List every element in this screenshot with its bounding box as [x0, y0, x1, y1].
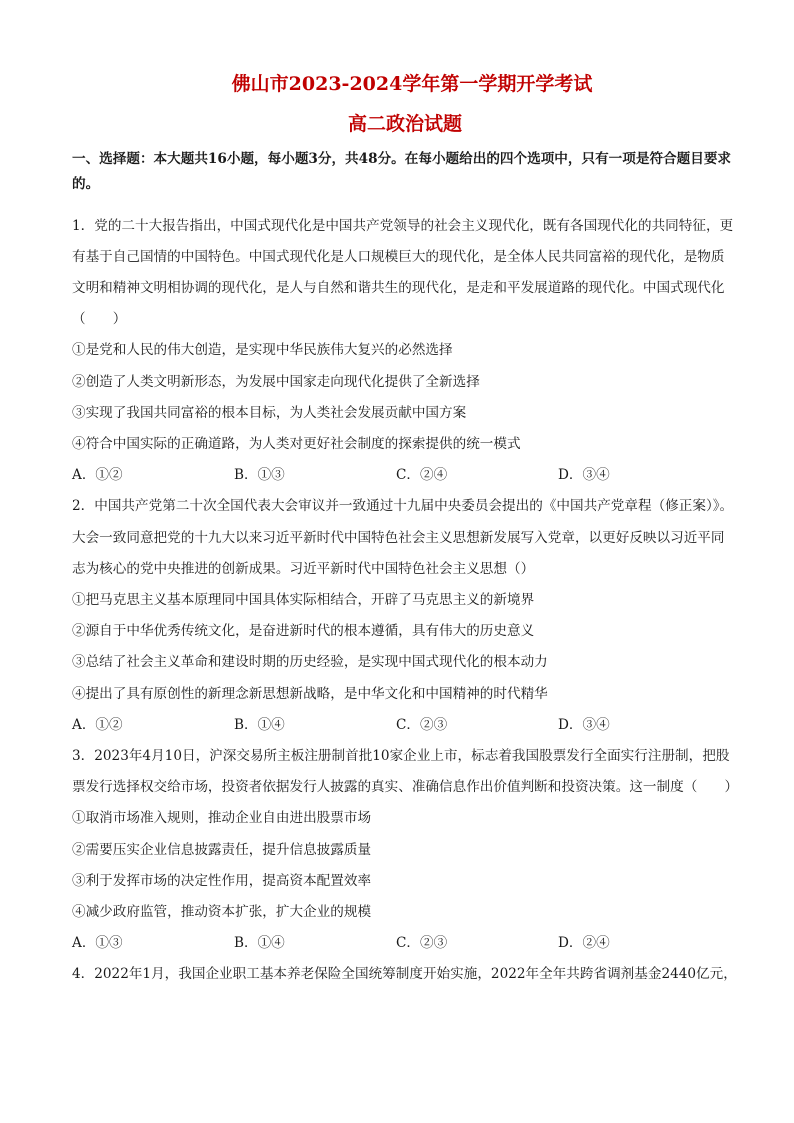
- statement-item: ①是党和人民的伟大创造，是实现中华民族伟大复兴的必然选择: [72, 342, 453, 359]
- statement-item: ④减少政府监管，推动资本扩张，扩大企业的规模: [72, 904, 372, 921]
- question-3: [72, 741, 738, 959]
- option-a[interactable]: A．①②: [72, 716, 123, 733]
- section-heading: 一、选择题：本大题共16小题，每小题3分，共48分。在每小题给出的四个选项中，只有一项是符合题目要求的。: [72, 151, 732, 192]
- question-1: [72, 211, 738, 492]
- option-b[interactable]: B．①③: [234, 467, 285, 484]
- question-4: [72, 959, 738, 990]
- answer-options: [72, 460, 738, 491]
- question-2: [72, 491, 738, 741]
- option-d[interactable]: D．③④: [558, 467, 610, 484]
- option-a[interactable]: A．①③: [72, 935, 123, 952]
- page-subtitle: 高二政治试题: [347, 113, 462, 135]
- statement-item: ④提出了具有原创性的新理念新思想新战略，是中华文化和中国精神的时代精华: [72, 685, 548, 702]
- statement-item: ②源自于中华优秀传统文化，是奋进新时代的根本遵循，具有伟大的历史意义: [72, 623, 535, 640]
- page-title: 佛山市2023-2024学年第一学期开学考试: [231, 73, 593, 95]
- option-c[interactable]: C．②③: [396, 716, 448, 733]
- statement-item: ①取消市场准入规则，推动企业自由进出股票市场: [72, 810, 372, 827]
- statement-item: ③利于发挥市场的决定性作用，提高资本配置效率: [72, 872, 372, 889]
- option-a[interactable]: A．①②: [72, 467, 123, 484]
- question-stem: 1．党的二十大报告指出，中国式现代化是中国共产党领导的社会主义现代化，既有各国现代化的共同特征，更有基于自己国情的中国特色。中国式现代化是人口规模巨大的现代化，是全体人民共同富裕的现代化，是物质文明和精神文明相协调的现代化，是人与自然和谐共生的现代化，是走和平发展道路的现代化。中国式现代化（ ）: [72, 217, 734, 328]
- question-stem: 3．2023年4月10日，沪深交易所主板注册制首批10家企业上市，标志着我国股票发行全面实行注册制，把股票发行选择权交给市场，投资者依据发行人披露的真实、准确信息作出价值判断和投资决策。这一制度（ ）: [72, 748, 739, 796]
- option-d[interactable]: D．②④: [558, 935, 610, 952]
- question-stem: 2．中国共产党第二十次全国代表大会审议并一致通过十九届中央委员会提出的《中国共产党章程（修正案）》。大会一致同意把党的十九大以来习近平新时代中国特色社会主义思想新发展写入党章，以更好反映以习近平同志为核心的党中央推进的创新成果。习近平新时代中国特色社会主义思想（）: [72, 498, 734, 577]
- option-b[interactable]: B．①④: [234, 935, 285, 952]
- option-d[interactable]: D．③④: [558, 716, 610, 733]
- question-stem: 4．2022年1月，我国企业职工基本养老保险全国统筹制度开始实施，2022年全年共跨省调剂基金2440亿元，: [72, 966, 737, 983]
- statement-item: ②需要压实企业信息披露责任，提升信息披露质量: [72, 841, 372, 858]
- statement-item: ③总结了社会主义革命和建设时期的历史经验，是实现中国式现代化的根本动力: [72, 654, 548, 671]
- statement-item: ②创造了人类文明新形态，为发展中国家走向现代化提供了全新选择: [72, 373, 480, 390]
- statement-item: ④符合中国实际的正确道路，为人类对更好社会制度的探索提供的统一模式: [72, 436, 521, 453]
- statement-item: ③实现了我国共同富裕的根本目标，为人类社会发展贡献中国方案: [72, 404, 467, 421]
- statement-item: ①把马克思主义基本原理同中国具体实际相结合，开辟了马克思主义的新境界: [72, 592, 535, 609]
- answer-options: [72, 928, 738, 959]
- answer-options: [72, 710, 738, 741]
- option-c[interactable]: C．②③: [396, 935, 448, 952]
- option-b[interactable]: B．①④: [234, 716, 285, 733]
- option-c[interactable]: C．②④: [396, 467, 448, 484]
